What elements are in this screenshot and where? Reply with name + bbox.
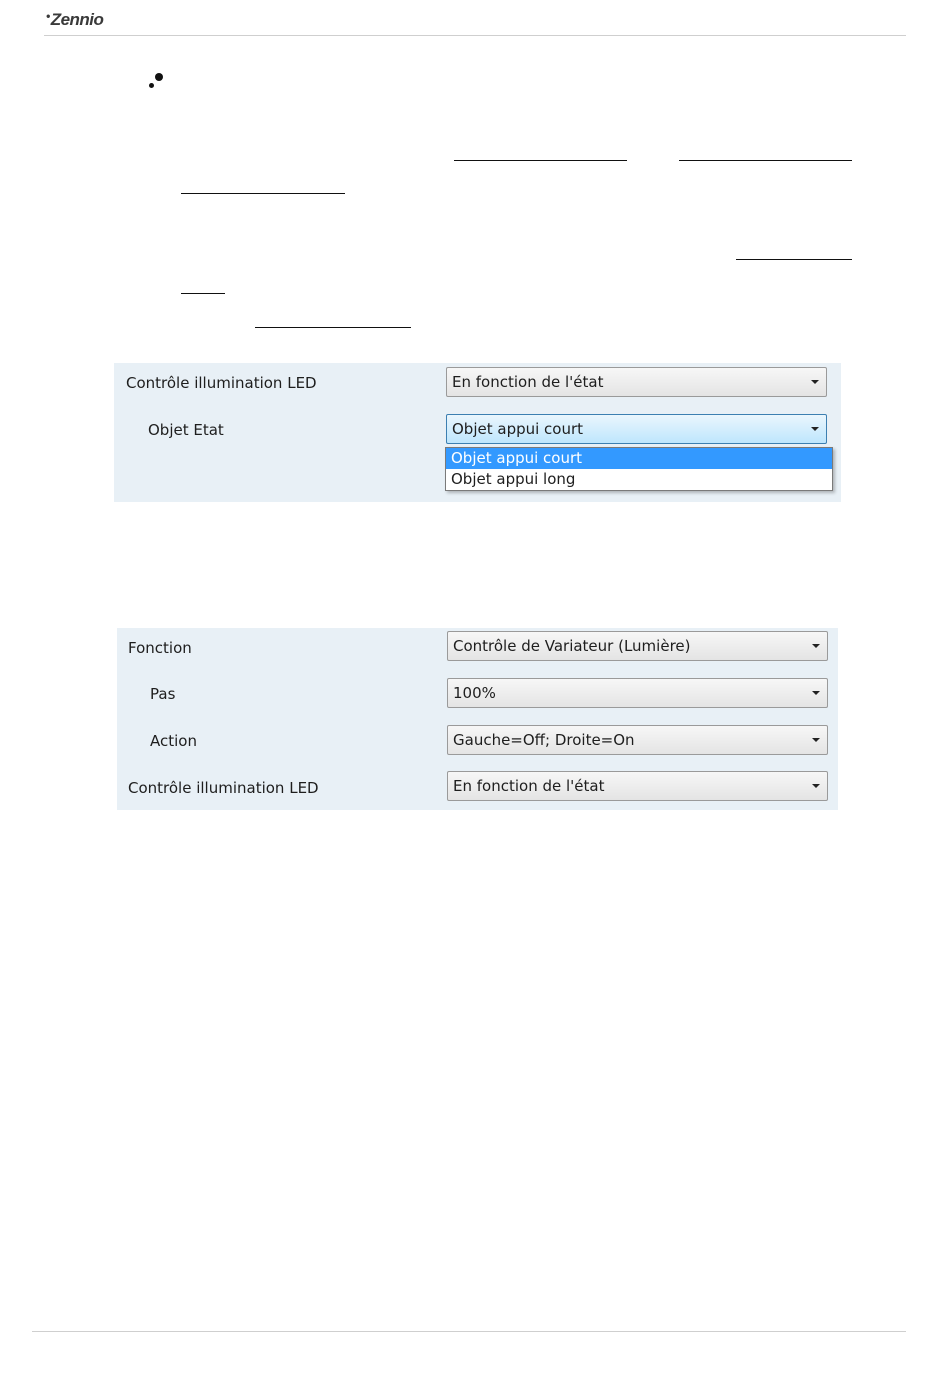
link-underline[interactable] [255,327,411,328]
select-value: Gauche=Off; Droite=On [453,731,635,749]
link-underline[interactable] [679,160,852,161]
status-object-dropdown [445,447,833,491]
status-object-select[interactable] [446,414,827,444]
param-label-action: Action [150,732,197,750]
param-label-led-control: Contrôle illumination LED [128,779,319,797]
select-value: Contrôle de Variateur (Lumière) [453,637,691,655]
brand-name: Zennio [50,10,104,29]
select-value: Objet appui court [452,420,584,438]
chevron-down-icon[interactable] [811,427,819,431]
select-value: 100% [453,684,496,702]
select-value: En fonction de l'état [452,373,604,391]
bullet-icon [148,73,166,93]
chevron-down-icon[interactable] [812,738,820,742]
select-value: En fonction de l'état [453,777,605,795]
step-select[interactable] [447,678,828,708]
parameter-panel-led [114,363,841,502]
chevron-down-icon[interactable] [812,644,820,648]
param-label-led-control: Contrôle illumination LED [126,374,317,392]
param-label-status-object: Objet Etat [148,421,224,439]
link-underline[interactable] [181,293,225,294]
header-divider [44,35,906,36]
led-control-select[interactable] [447,771,828,801]
action-select[interactable] [447,725,828,755]
parameter-panel-function [117,628,838,810]
footer-divider [32,1331,906,1332]
chevron-down-icon[interactable] [812,784,820,788]
chevron-down-icon[interactable] [811,380,819,384]
logo-dots-icon: • [46,9,50,23]
link-underline[interactable] [181,193,345,194]
link-underline[interactable] [736,259,852,260]
led-control-select[interactable] [446,367,827,397]
param-label-function: Fonction [128,639,192,657]
dropdown-option[interactable]: Objet appui court [446,448,832,469]
dropdown-option[interactable]: Objet appui long [451,470,576,488]
brand-logo [46,10,103,30]
param-label-step: Pas [150,685,176,703]
function-select[interactable] [447,631,828,661]
chevron-down-icon[interactable] [812,691,820,695]
link-underline[interactable] [454,160,627,161]
